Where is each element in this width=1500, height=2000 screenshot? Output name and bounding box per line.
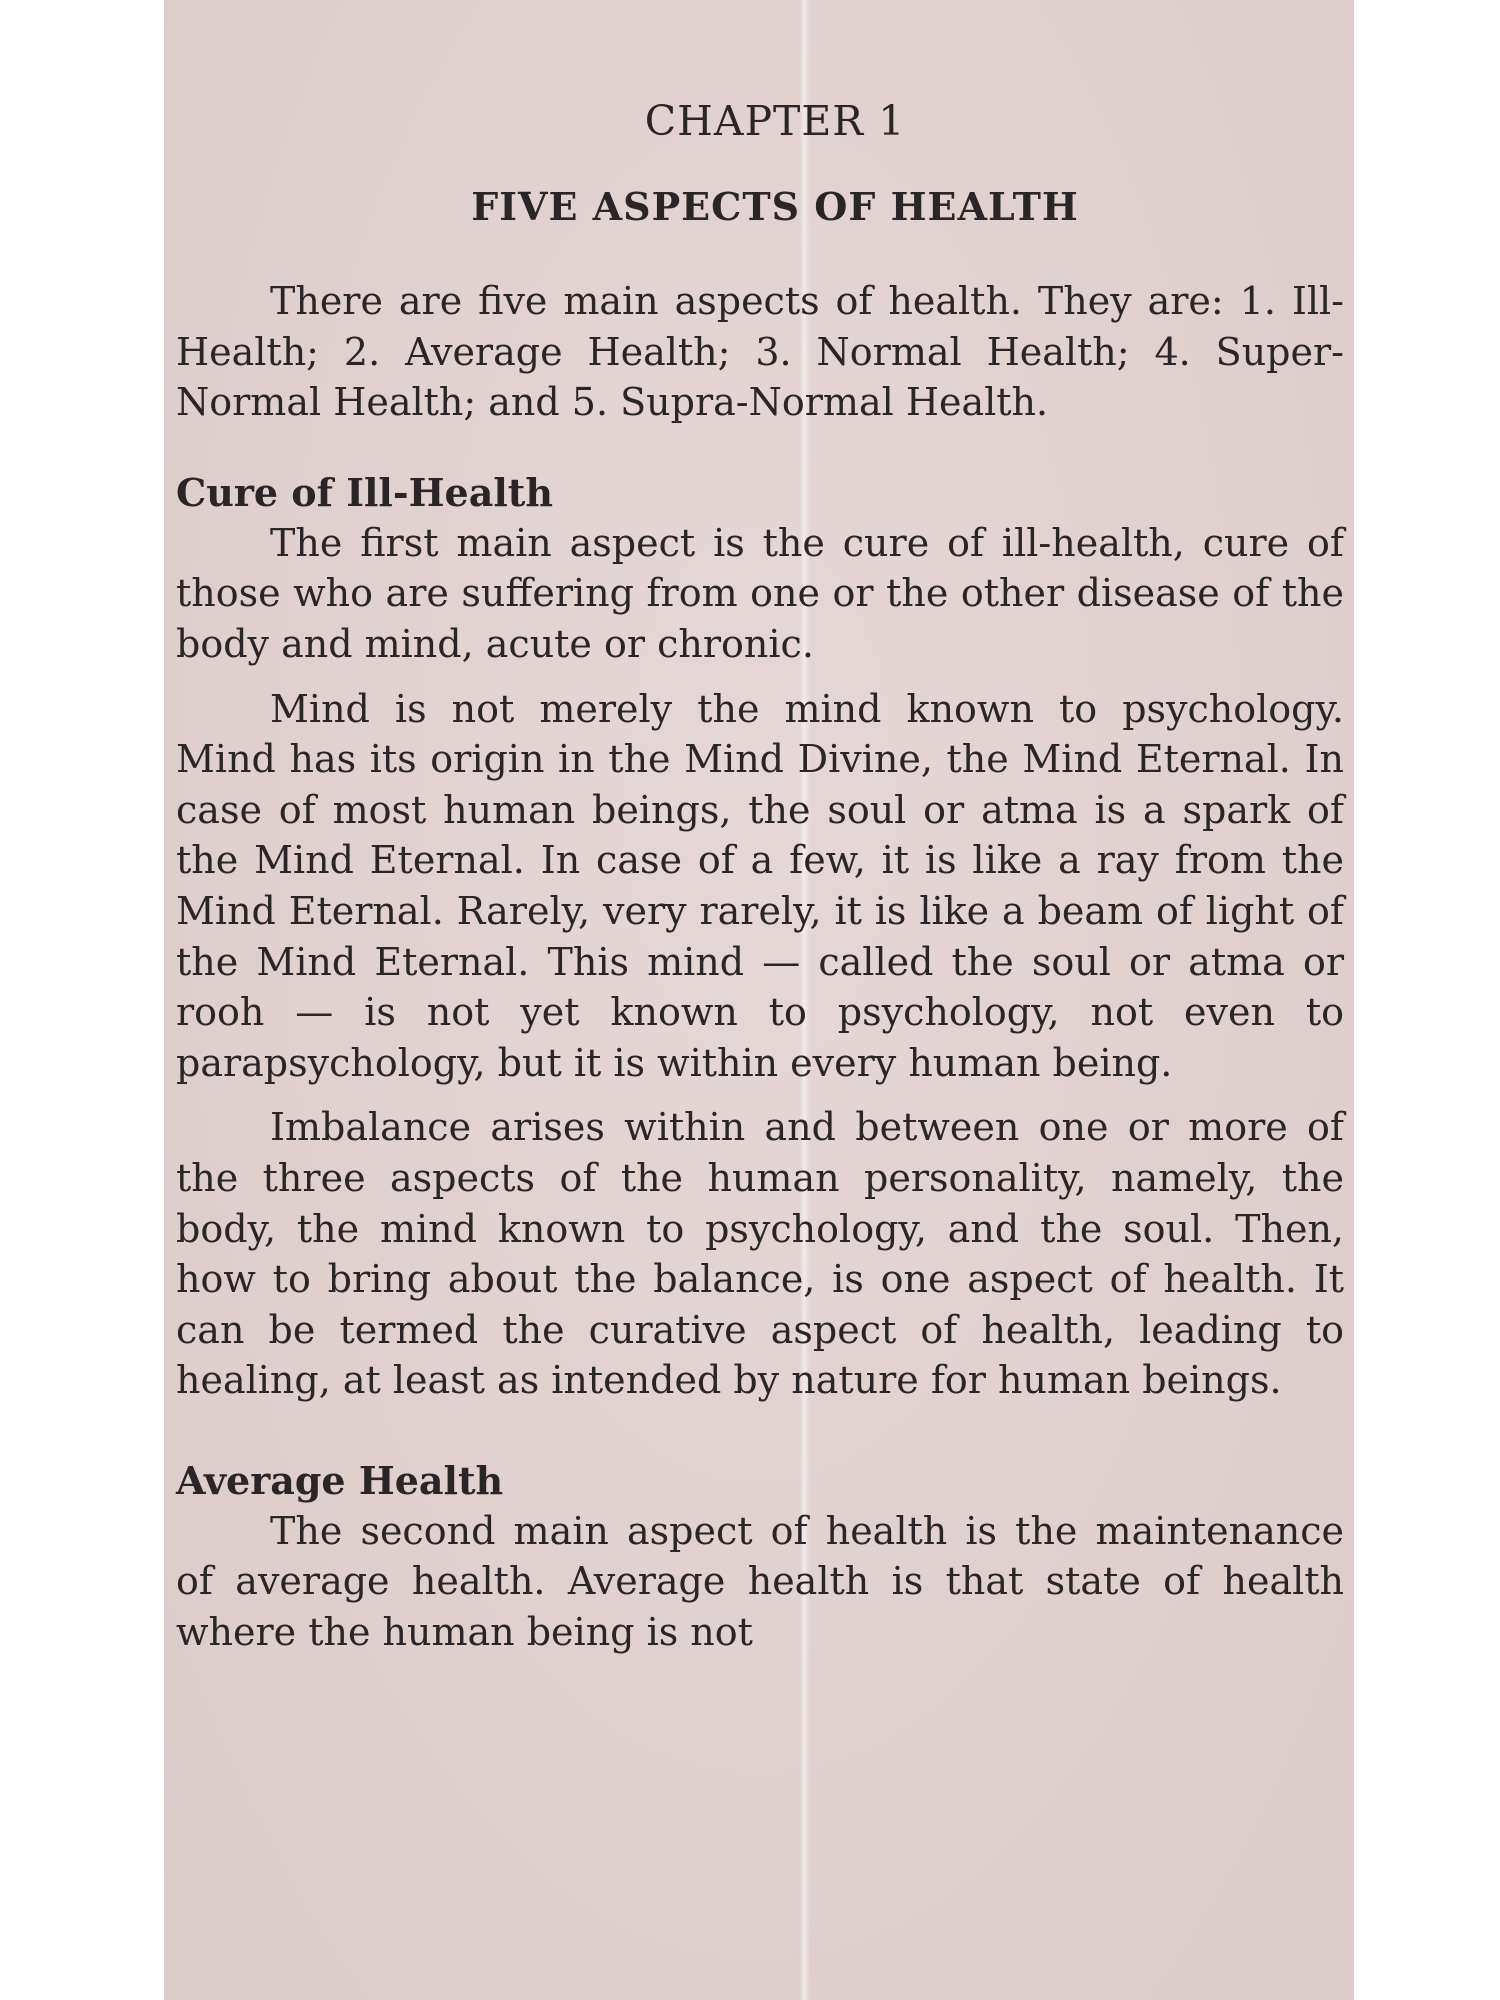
- chapter-label: CHAPTER 1: [644, 97, 906, 145]
- page-text: [176, 96, 1344, 1658]
- section-heading-average-health: Average Health: [176, 1457, 504, 1503]
- paragraph-ill-health-3: Imbalance arises within and between one or more of the three aspects of the human personality, namely, the body, the mind known to psychology, and the soul. Then, how to bring about the balance, is one aspect of health. It can be termed the curative aspect of health, leading to healing, at least as intended by nature for human beings.: [176, 1105, 1344, 1403]
- paragraph-ill-health-1: The first main aspect is the cure of ill-health, cure of those who are suffering from one or the other disease of the body and mind, acute or chronic.: [176, 520, 1344, 666]
- section-heading-ill-health: Cure of Ill-Health: [176, 469, 553, 515]
- paragraph-ill-health-2: Mind is not merely the mind known to psychology. Mind has its origin in the Mind Divine, the Mind Eternal. In case of most human beings, the soul or atma is a spark of the Mind Eternal. In case of a few, it is like a ray from the Mind Eternal. Rarely, very rarely, it is like a beam of light of the Mind Eternal. This mind — called the soul or atma or rooh — is not yet known to psychology, not even to parapsychology, but it is within every human being.: [176, 686, 1344, 1085]
- book-page: [164, 0, 1354, 2000]
- paragraph-average-health-1: The second main aspect of health is the maintenance of average health. Average health is that state of health where the human being is not: [176, 1508, 1344, 1655]
- chapter-title: FIVE ASPECTS OF HEALTH: [471, 184, 1079, 229]
- intro-paragraph: There are five main aspects of health. They are: 1. Ill-Health; 2. Average Health; 3. Normal Health; 4. Super-Normal Health; and 5. Supra-Normal Health.: [176, 279, 1344, 425]
